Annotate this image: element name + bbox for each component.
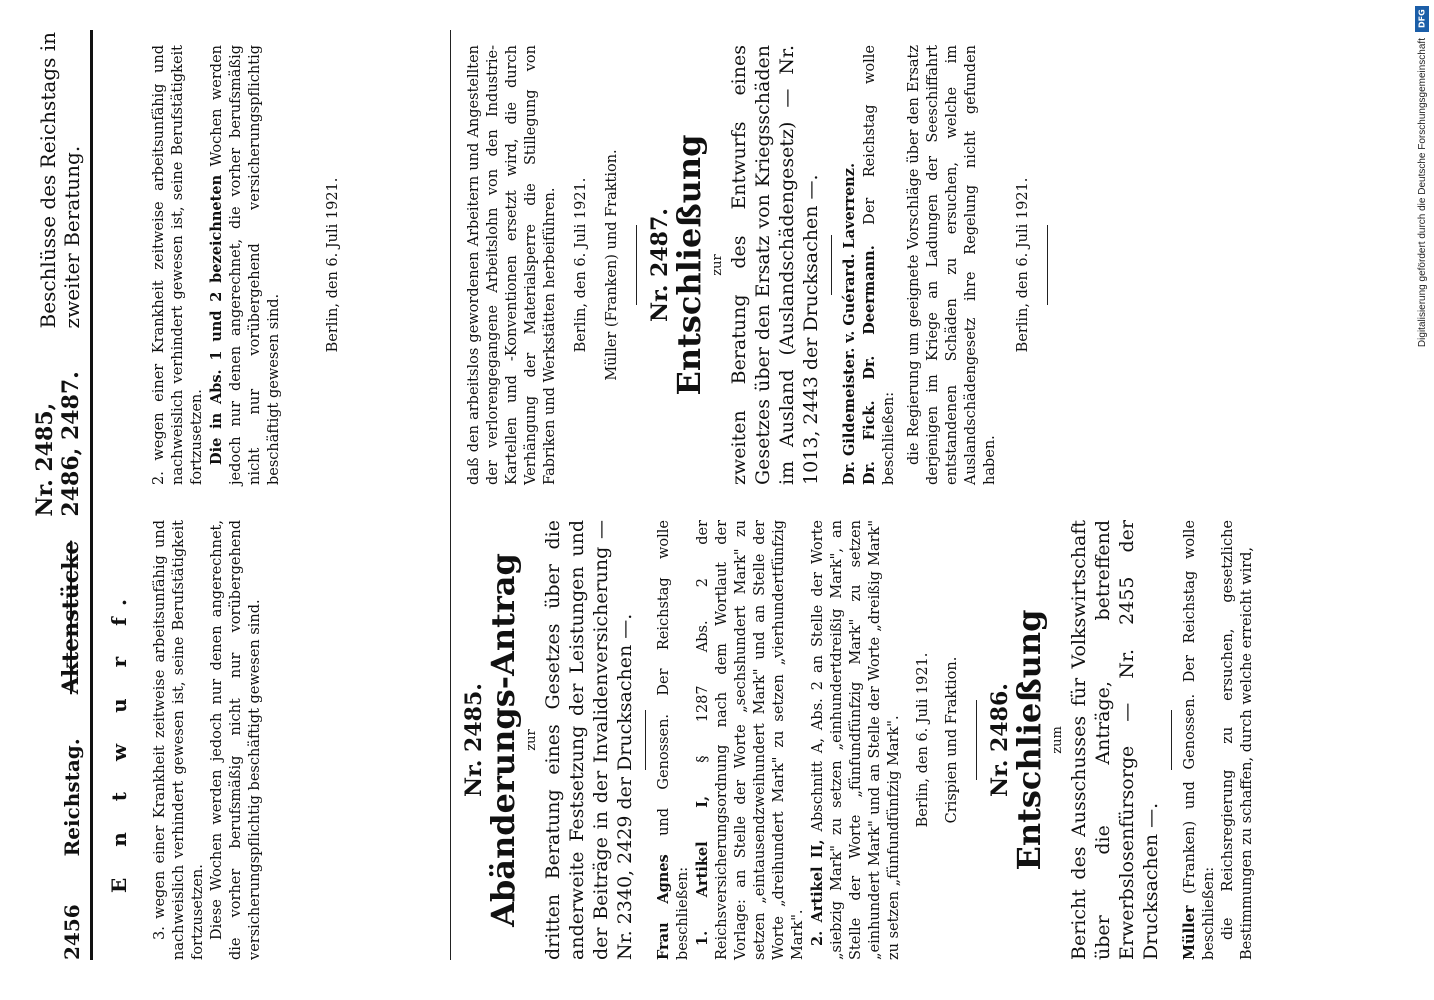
left-column	[461, 519, 1257, 960]
page-number: 2456	[60, 904, 84, 960]
nr2486-mover-name: Müller	[1181, 905, 1198, 960]
nr2485-date: Berlin, den 6. Juli 1921.	[915, 652, 931, 828]
nr2487-movers-b: Dr. Fick. Dr. Deermann.	[861, 245, 878, 485]
nr2486-mover-rest: (Franken) und Genossen. Der Reichstag wolle beschließen:	[1182, 520, 1217, 960]
entwurf-right-column	[110, 45, 343, 485]
nr2485-subtitle: dritten Beratung eines Gesetzes über die anderweite Festsetzung der Leistungen und der Beiträge in der Invalidenversicherung — Nr. 2340, 2429 der Drucksachen —.	[542, 520, 636, 960]
nr2486-continuation: daß den arbeitslos gewordenen Arbeitern und Angestellten der verlorengegangene Arbeitslohn von den Industrie-Kartellen und -Konventionen ersetzt wird, die durch Verhängung der Materialsperre die Stillegung von Fabriken und Werkstätten herbeiführen.	[466, 45, 558, 485]
nr2486-body: die Reichsregierung zu ersuchen, gesetzliche Bestimmungen zu schaffen, durch welche erreicht wird,	[1220, 520, 1255, 960]
nr2487-rule	[831, 235, 832, 295]
header-rule	[90, 30, 93, 960]
page-header	[28, 30, 84, 960]
dfg-credit	[1412, 6, 1432, 996]
section-separator	[450, 30, 451, 960]
nr2487-zur: zur	[710, 254, 725, 276]
nr2485-mover-name: Frau Agnes	[655, 854, 672, 960]
reichstag-label: Reichstag.	[60, 738, 84, 857]
nr2485-zur: zur	[524, 729, 539, 751]
nr2487-movers-rest: Der Reichstag wolle beschließen:	[862, 45, 897, 485]
nr2487-subtitle: zweiten Beratung des Entwurfs eines Gesetzes über den Ersatz von Kriegsschäden im Ausland (Auslandschädengesetz) — Nr. 1013, 2443 der Drucksachen —.	[728, 45, 822, 485]
header-right-title: Beschlüsse des Reichstags in zweiter Beratung.	[36, 32, 84, 329]
entwurf-die-rest: Wochen werden jedoch nur denen angerechnet, die vorher berufsmäßig nicht nur vorübergehend versicherungspflichtig beschäftigt gewesen sind.	[209, 44, 282, 485]
nr2486-title: Entschließung	[1010, 609, 1048, 871]
right-column	[465, 45, 1062, 485]
entwurf-die-lead: Die in Abs. 1 und 2 bezeichneten	[208, 174, 225, 465]
nr2486-zum: zum	[1050, 726, 1065, 754]
nr2487-body: die Regierung um geeignete Vorschläge über den Ersatz derjenigen im Kriege an Ladungen der Seeschiffahrt entstandenen Schäden zu ersuchen, welche im Auslandschädengesetz ihre Regelung nicht gefunden haben.	[906, 45, 998, 485]
nr2485-rule	[645, 710, 646, 770]
nr2485-art2-lead: 2. Artikel II,	[809, 839, 826, 946]
nr2487-movers-a: Dr. Gildemeister. v. Guérard. Laverrenz.	[841, 162, 858, 485]
nr2486-rule	[1171, 710, 1172, 770]
nr2485-mover-rest: und Genossen. Der Reichstag wolle beschließen:	[656, 519, 691, 960]
nr2485-signature: Crispien und Fraktion.	[944, 656, 960, 824]
nr2485-art1-lead: 1. Artikel I,	[694, 795, 711, 946]
dfg-logo: DFG	[1415, 6, 1429, 32]
nr2487-date: Berlin, den 6. Juli 1921.	[1015, 177, 1031, 353]
nr2486-top-rule	[976, 700, 977, 780]
nr2487-top-rule	[636, 225, 637, 305]
nr2486-subtitle: Bericht des Ausschusses für Volkswirtschaft über die Anträge, betreffend Erwerbslosenfürsorge — Nr. 2455 der Drucksachen —.	[1068, 520, 1162, 960]
continuation-date: Berlin, den 6. Juli 1921.	[573, 177, 589, 353]
nr2487-bottom-rule	[1047, 225, 1048, 305]
entwurf-diese: Diese Wochen werden jedoch nur denen angerechnet, die vorher berufsmäßig nicht nur vorübergehend versicherungspflichtig beschäftigt gewesen sind.	[209, 520, 263, 960]
nr2486-number: Nr. 2486.	[987, 683, 1013, 797]
nr2485-title: Abänderungs-Antrag	[484, 553, 522, 927]
entwurf-item3: 3. wegen einer Krankheit zeitweise arbeitsunfähig und nachweislich verhindert gewesen ist, seine Berufstätigkeit fortzusetzen.	[152, 520, 206, 960]
nr2487-number: Nr. 2487.	[647, 208, 673, 322]
entwurf-title: E n t w u r f.	[107, 587, 131, 893]
entwurf-left-column	[100, 520, 265, 960]
nr2485-art1-text: § 1287 Abs. 2 der Reichsversicherungsordnung nach dem Wortlaut der Vorlage: an Stelle der Worte „sechshundert Mark" zu setzen „eintausendzweihundert Mark" und an Stelle der Worte „dreihundert Mark" zu setzen „vierhundertfünfzig Mark".	[695, 520, 806, 960]
nr2487-title: Entschließung	[670, 134, 708, 396]
nr2485-art2-text: Abschnitt A, Abs. 2 an Stelle der Worte „siebzig Mark" zu setzen „einhundertdreißig Mark", an Stelle der Worte „fünfundfünfzig Mark" zu setzen „einhundert Mark" und an Stelle der Worte „dreißig Mark" zu setzen „fünfundfünfzig Mark".	[810, 520, 902, 960]
continuation-signature: Müller (Franken) und Fraktion.	[604, 149, 620, 381]
dfg-credit-text: Digitalisierung gefördert durch die Deutsche Forschungsgemeinschaft	[1416, 38, 1428, 348]
entwurf-date: Berlin, den 6. Juli 1921.	[325, 177, 341, 353]
entwurf-item2: 2. wegen einer Krankheit zeitweise arbeitsunfähig und nachweislich verhindert gewesen ist, seine Berufstätigkeit fortzusetzen.	[151, 45, 205, 485]
nr2485-number: Nr. 2485.	[461, 683, 487, 797]
aktenstuecke-label: Aktenstücke	[58, 540, 84, 695]
document-numbers: Nr. 2485, 2486, 2487.	[32, 371, 84, 517]
